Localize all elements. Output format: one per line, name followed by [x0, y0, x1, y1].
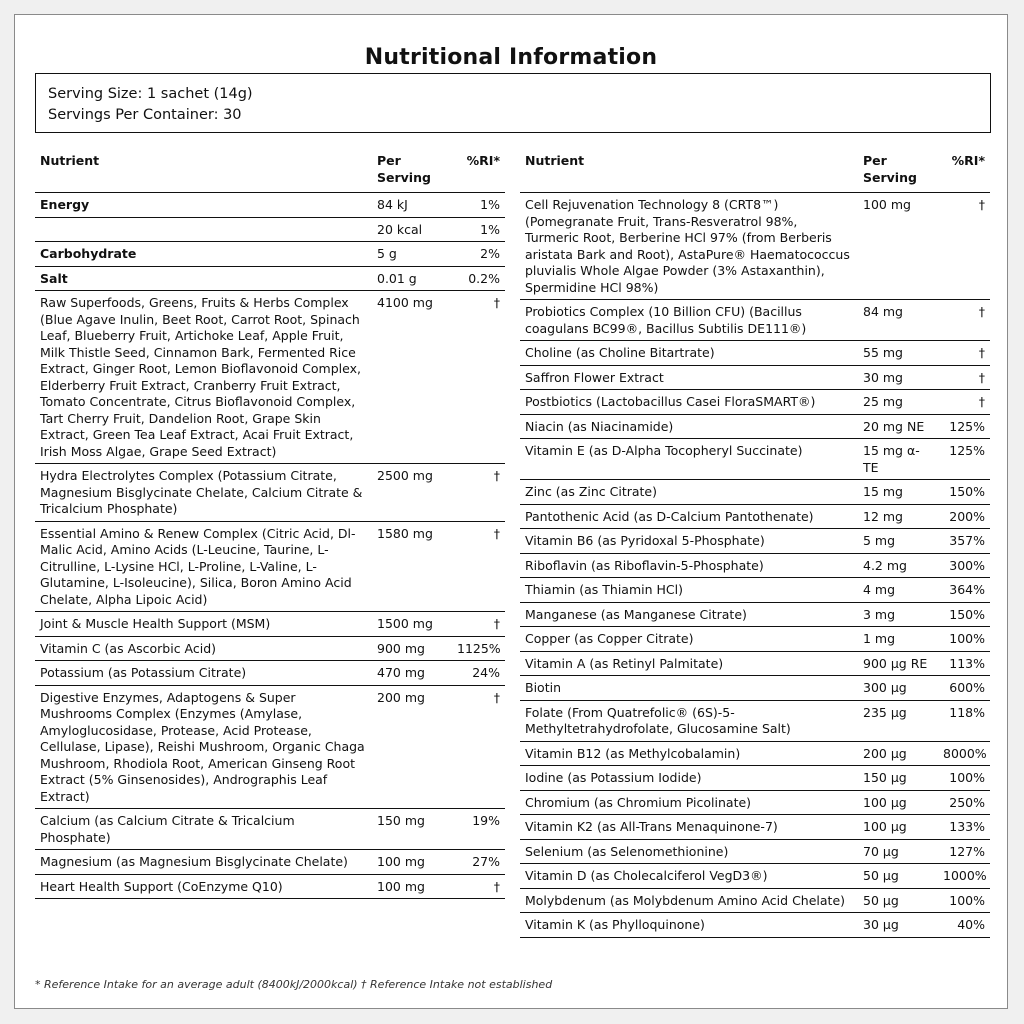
header-ri: %RI*: [938, 145, 990, 193]
nutrient-name: Magnesium (as Magnesium Bisglycinate Chelate): [35, 850, 372, 875]
right-nutrient-table: [520, 145, 990, 938]
per-serving-value: 5 g: [372, 242, 452, 267]
nutrient-name: Digestive Enzymes, Adaptogens & Super Mushrooms Complex (Enzymes (Amylase, Amyloglucosidase, Protease, Acid Protease, Cellulase, Lipase), Reishi Mushroom, Organic Chaga Mushroom, Rhodiola Root, American Ginseng Root Extract (5% Ginsenosides), Andrographis Leaf Extract): [35, 685, 372, 809]
per-serving-value: 100 µg: [858, 790, 938, 815]
nutrient-name: Raw Superfoods, Greens, Fruits & Herbs Complex (Blue Agave Inulin, Beet Root, Carrot Root, Spinach Leaf, Blueberry Fruit, Artichoke Leaf, Apple Fruit, Milk Thistle Seed, Cinnamon Bark, Fermented Rice Extract, Ginger Root, Lemon Bioflavonoid Complex, Elderberry Fruit Extract, Cranberry Fruit Extract, Tomato Concentrate, Citrus Bioflavonoid Complex, Tart Cherry Fruit, Dandelion Root, Grape Skin Extract, Green Tea Leaf Extract, Acai Fruit Extract, Irish Moss Algae, Grape Seed Extract): [35, 291, 372, 464]
table-row: [520, 504, 990, 529]
table-row: [520, 529, 990, 554]
nutrient-name: Calcium (as Calcium Citrate & Tricalcium Phosphate): [35, 809, 372, 850]
nutrient-name: Saffron Flower Extract: [520, 365, 858, 390]
nutrient-name: Cell Rejuvenation Technology 8 (CRT8™) (Pomegranate Fruit, Trans-Resveratrol 98%, Turmeric Root, Berberine HCl 97% (from Berberis aristata Bark and Root), AstaPure® Haematococcus pluvialis Whole Algae Powder (3% Astaxanthin), Spermidine HCl 98%): [520, 193, 858, 300]
per-serving-value: 12 mg: [858, 504, 938, 529]
ri-value: 1%: [452, 193, 505, 218]
per-serving-value: 100 mg: [372, 850, 452, 875]
nutrient-name: Vitamin B6 (as Pyridoxal 5-Phosphate): [520, 529, 858, 554]
ri-value: †: [452, 874, 505, 899]
table-row: [35, 850, 505, 875]
per-serving-value: 100 mg: [372, 874, 452, 899]
ri-value: †: [452, 521, 505, 612]
ri-value: 40%: [938, 913, 990, 938]
nutrient-name: Probiotics Complex (10 Billion CFU) (Bacillus coagulans BC99®, Bacillus Subtilis DE111®): [520, 300, 858, 341]
ri-value: 1000%: [938, 864, 990, 889]
nutrient-name: Choline (as Choline Bitartrate): [520, 341, 858, 366]
nutrient-name: Riboflavin (as Riboflavin-5-Phosphate): [520, 553, 858, 578]
per-serving-value: 0.01 g: [372, 266, 452, 291]
nutrient-name: Zinc (as Zinc Citrate): [520, 480, 858, 505]
table-row: [520, 676, 990, 701]
table-row: [520, 864, 990, 889]
ri-value: †: [452, 291, 505, 464]
per-serving-value: 25 mg: [858, 390, 938, 415]
table-row: [520, 627, 990, 652]
table-row: [520, 193, 990, 300]
header-nutrient: Nutrient: [520, 145, 858, 193]
per-serving-value: 50 µg: [858, 888, 938, 913]
table-row: [35, 217, 505, 242]
per-serving-value: 70 µg: [858, 839, 938, 864]
nutrient-name: Vitamin A (as Retinyl Palmitate): [520, 651, 858, 676]
nutrient-name: Biotin: [520, 676, 858, 701]
per-serving-value: 235 µg: [858, 700, 938, 741]
ri-value: †: [452, 464, 505, 522]
per-serving-value: 1 mg: [858, 627, 938, 652]
table-header-row: [520, 145, 990, 193]
nutrient-name: Energy: [35, 193, 372, 218]
ri-value: 125%: [938, 439, 990, 480]
nutrient-name: Postbiotics (Lactobacillus Casei FloraSMART®): [520, 390, 858, 415]
per-serving-value: 5 mg: [858, 529, 938, 554]
nutrient-name: Molybdenum (as Molybdenum Amino Acid Chelate): [520, 888, 858, 913]
serving-info-box: [35, 73, 991, 133]
ri-value: 19%: [452, 809, 505, 850]
per-serving-value: 55 mg: [858, 341, 938, 366]
per-serving-value: 100 mg: [858, 193, 938, 300]
per-serving-value: 300 µg: [858, 676, 938, 701]
page-title: Nutritional Information: [364, 45, 658, 70]
per-serving-value: 50 µg: [858, 864, 938, 889]
table-row: [520, 839, 990, 864]
table-row: [520, 700, 990, 741]
ri-value: 118%: [938, 700, 990, 741]
nutrient-name: Vitamin E (as D-Alpha Tocopheryl Succinate): [520, 439, 858, 480]
per-serving-value: 30 mg: [858, 365, 938, 390]
servings-per-container: Servings Per Container: 30: [48, 107, 242, 123]
table-row: [520, 300, 990, 341]
ri-value: 127%: [938, 839, 990, 864]
table-row: [520, 913, 990, 938]
table-row: [35, 685, 505, 809]
table-row: [35, 464, 505, 522]
ri-value: 0.2%: [452, 266, 505, 291]
per-serving-value: 84 mg: [858, 300, 938, 341]
ri-value: 300%: [938, 553, 990, 578]
per-serving-value: 150 mg: [372, 809, 452, 850]
nutrient-name: Essential Amino & Renew Complex (Citric Acid, Dl-Malic Acid, Amino Acids (L-Leucine, Taurine, L-Citrulline, L-Lysine HCl, L-Proline, L-Valine, L-Glutamine, L-Isoleucine), Silica, Boron Amino Acid Chelate, Alpha Lipoic Acid): [35, 521, 372, 612]
table-row: [35, 636, 505, 661]
left-nutrient-column: [35, 145, 505, 899]
per-serving-value: 4 mg: [858, 578, 938, 603]
ri-value: 200%: [938, 504, 990, 529]
per-serving-value: 200 mg: [372, 685, 452, 809]
left-nutrient-table: [35, 145, 505, 899]
per-serving-value: 4.2 mg: [858, 553, 938, 578]
ri-value: 250%: [938, 790, 990, 815]
per-serving-value: 15 mg α-TE: [858, 439, 938, 480]
per-serving-value: 15 mg: [858, 480, 938, 505]
per-serving-value: 1580 mg: [372, 521, 452, 612]
nutrient-name: Folate (From Quatrefolic® (6S)-5-Methyltetrahydrofolate, Glucosamine Salt): [520, 700, 858, 741]
per-serving-value: 3 mg: [858, 602, 938, 627]
per-serving-value: 1500 mg: [372, 612, 452, 637]
table-row: [35, 661, 505, 686]
nutrient-name: Niacin (as Niacinamide): [520, 414, 858, 439]
ri-value: 100%: [938, 627, 990, 652]
ri-value: 600%: [938, 676, 990, 701]
per-serving-value: 4100 mg: [372, 291, 452, 464]
per-serving-value: 100 µg: [858, 815, 938, 840]
ri-value: 364%: [938, 578, 990, 603]
table-row: [520, 602, 990, 627]
table-row: [35, 612, 505, 637]
ri-value: 125%: [938, 414, 990, 439]
table-row: [35, 266, 505, 291]
table-row: [520, 815, 990, 840]
per-serving-value: 470 mg: [372, 661, 452, 686]
nutrient-name: Vitamin C (as Ascorbic Acid): [35, 636, 372, 661]
table-header-row: [35, 145, 505, 193]
nutrient-name: Thiamin (as Thiamin HCl): [520, 578, 858, 603]
table-row: [520, 651, 990, 676]
per-serving-value: 84 kJ: [372, 193, 452, 218]
ri-value: 150%: [938, 602, 990, 627]
ri-value: 1%: [452, 217, 505, 242]
header-per-serving: Per Serving: [372, 145, 452, 193]
nutrient-name: Vitamin B12 (as Methylcobalamin): [520, 741, 858, 766]
nutrient-name: Vitamin K (as Phylloquinone): [520, 913, 858, 938]
nutrient-name: Heart Health Support (CoEnzyme Q10): [35, 874, 372, 899]
ri-value: 2%: [452, 242, 505, 267]
nutrient-name: Iodine (as Potassium Iodide): [520, 766, 858, 791]
header-per-serving: Per Serving: [858, 145, 938, 193]
table-row: [520, 390, 990, 415]
nutrient-name: [35, 217, 372, 242]
table-row: [520, 578, 990, 603]
ri-value: 150%: [938, 480, 990, 505]
ri-value: 1125%: [452, 636, 505, 661]
footnote: * Reference Intake for an average adult (8400kJ/2000kcal) † Reference Intake not established: [35, 978, 553, 991]
table-row: [520, 341, 990, 366]
table-row: [35, 291, 505, 464]
table-row: [520, 365, 990, 390]
nutrient-name: Pantothenic Acid (as D-Calcium Pantothenate): [520, 504, 858, 529]
ri-value: †: [938, 193, 990, 300]
nutrient-name: Chromium (as Chromium Picolinate): [520, 790, 858, 815]
per-serving-value: 150 µg: [858, 766, 938, 791]
per-serving-value: 200 µg: [858, 741, 938, 766]
ri-value: 27%: [452, 850, 505, 875]
nutrient-name: Salt: [35, 266, 372, 291]
per-serving-value: 30 µg: [858, 913, 938, 938]
table-row: [520, 480, 990, 505]
nutrient-name: Manganese (as Manganese Citrate): [520, 602, 858, 627]
table-row: [35, 242, 505, 267]
ri-value: 357%: [938, 529, 990, 554]
nutrition-panel: [14, 14, 1008, 1009]
ri-value: †: [938, 365, 990, 390]
ri-value: †: [938, 300, 990, 341]
per-serving-value: 20 kcal: [372, 217, 452, 242]
table-row: [520, 741, 990, 766]
nutrient-name: Vitamin D (as Cholecalciferol VegD3®): [520, 864, 858, 889]
nutrient-name: Joint & Muscle Health Support (MSM): [35, 612, 372, 637]
ri-value: 24%: [452, 661, 505, 686]
nutrient-name: Selenium (as Selenomethionine): [520, 839, 858, 864]
nutrient-name: Copper (as Copper Citrate): [520, 627, 858, 652]
table-row: [520, 553, 990, 578]
right-nutrient-column: [520, 145, 990, 938]
ri-value: 133%: [938, 815, 990, 840]
nutrient-name: Carbohydrate: [35, 242, 372, 267]
table-row: [520, 439, 990, 480]
ri-value: †: [452, 612, 505, 637]
per-serving-value: 2500 mg: [372, 464, 452, 522]
ri-value: †: [938, 390, 990, 415]
per-serving-value: 900 µg RE: [858, 651, 938, 676]
table-row: [35, 521, 505, 612]
table-row: [35, 193, 505, 218]
per-serving-value: 20 mg NE: [858, 414, 938, 439]
table-row: [520, 766, 990, 791]
table-row: [35, 874, 505, 899]
per-serving-value: 900 mg: [372, 636, 452, 661]
ri-value: 100%: [938, 888, 990, 913]
header-ri: %RI*: [452, 145, 505, 193]
nutrient-name: Vitamin K2 (as All-Trans Menaquinone-7): [520, 815, 858, 840]
ri-value: †: [938, 341, 990, 366]
ri-value: 8000%: [938, 741, 990, 766]
nutrient-name: Potassium (as Potassium Citrate): [35, 661, 372, 686]
ri-value: 113%: [938, 651, 990, 676]
serving-size: Serving Size: 1 sachet (14g): [48, 86, 253, 102]
ri-value: 100%: [938, 766, 990, 791]
ri-value: †: [452, 685, 505, 809]
nutrient-name: Hydra Electrolytes Complex (Potassium Citrate, Magnesium Bisglycinate Chelate, Calcium Citrate & Tricalcium Phosphate): [35, 464, 372, 522]
table-row: [520, 888, 990, 913]
table-row: [520, 790, 990, 815]
header-nutrient: Nutrient: [35, 145, 372, 193]
table-row: [35, 809, 505, 850]
table-row: [520, 414, 990, 439]
